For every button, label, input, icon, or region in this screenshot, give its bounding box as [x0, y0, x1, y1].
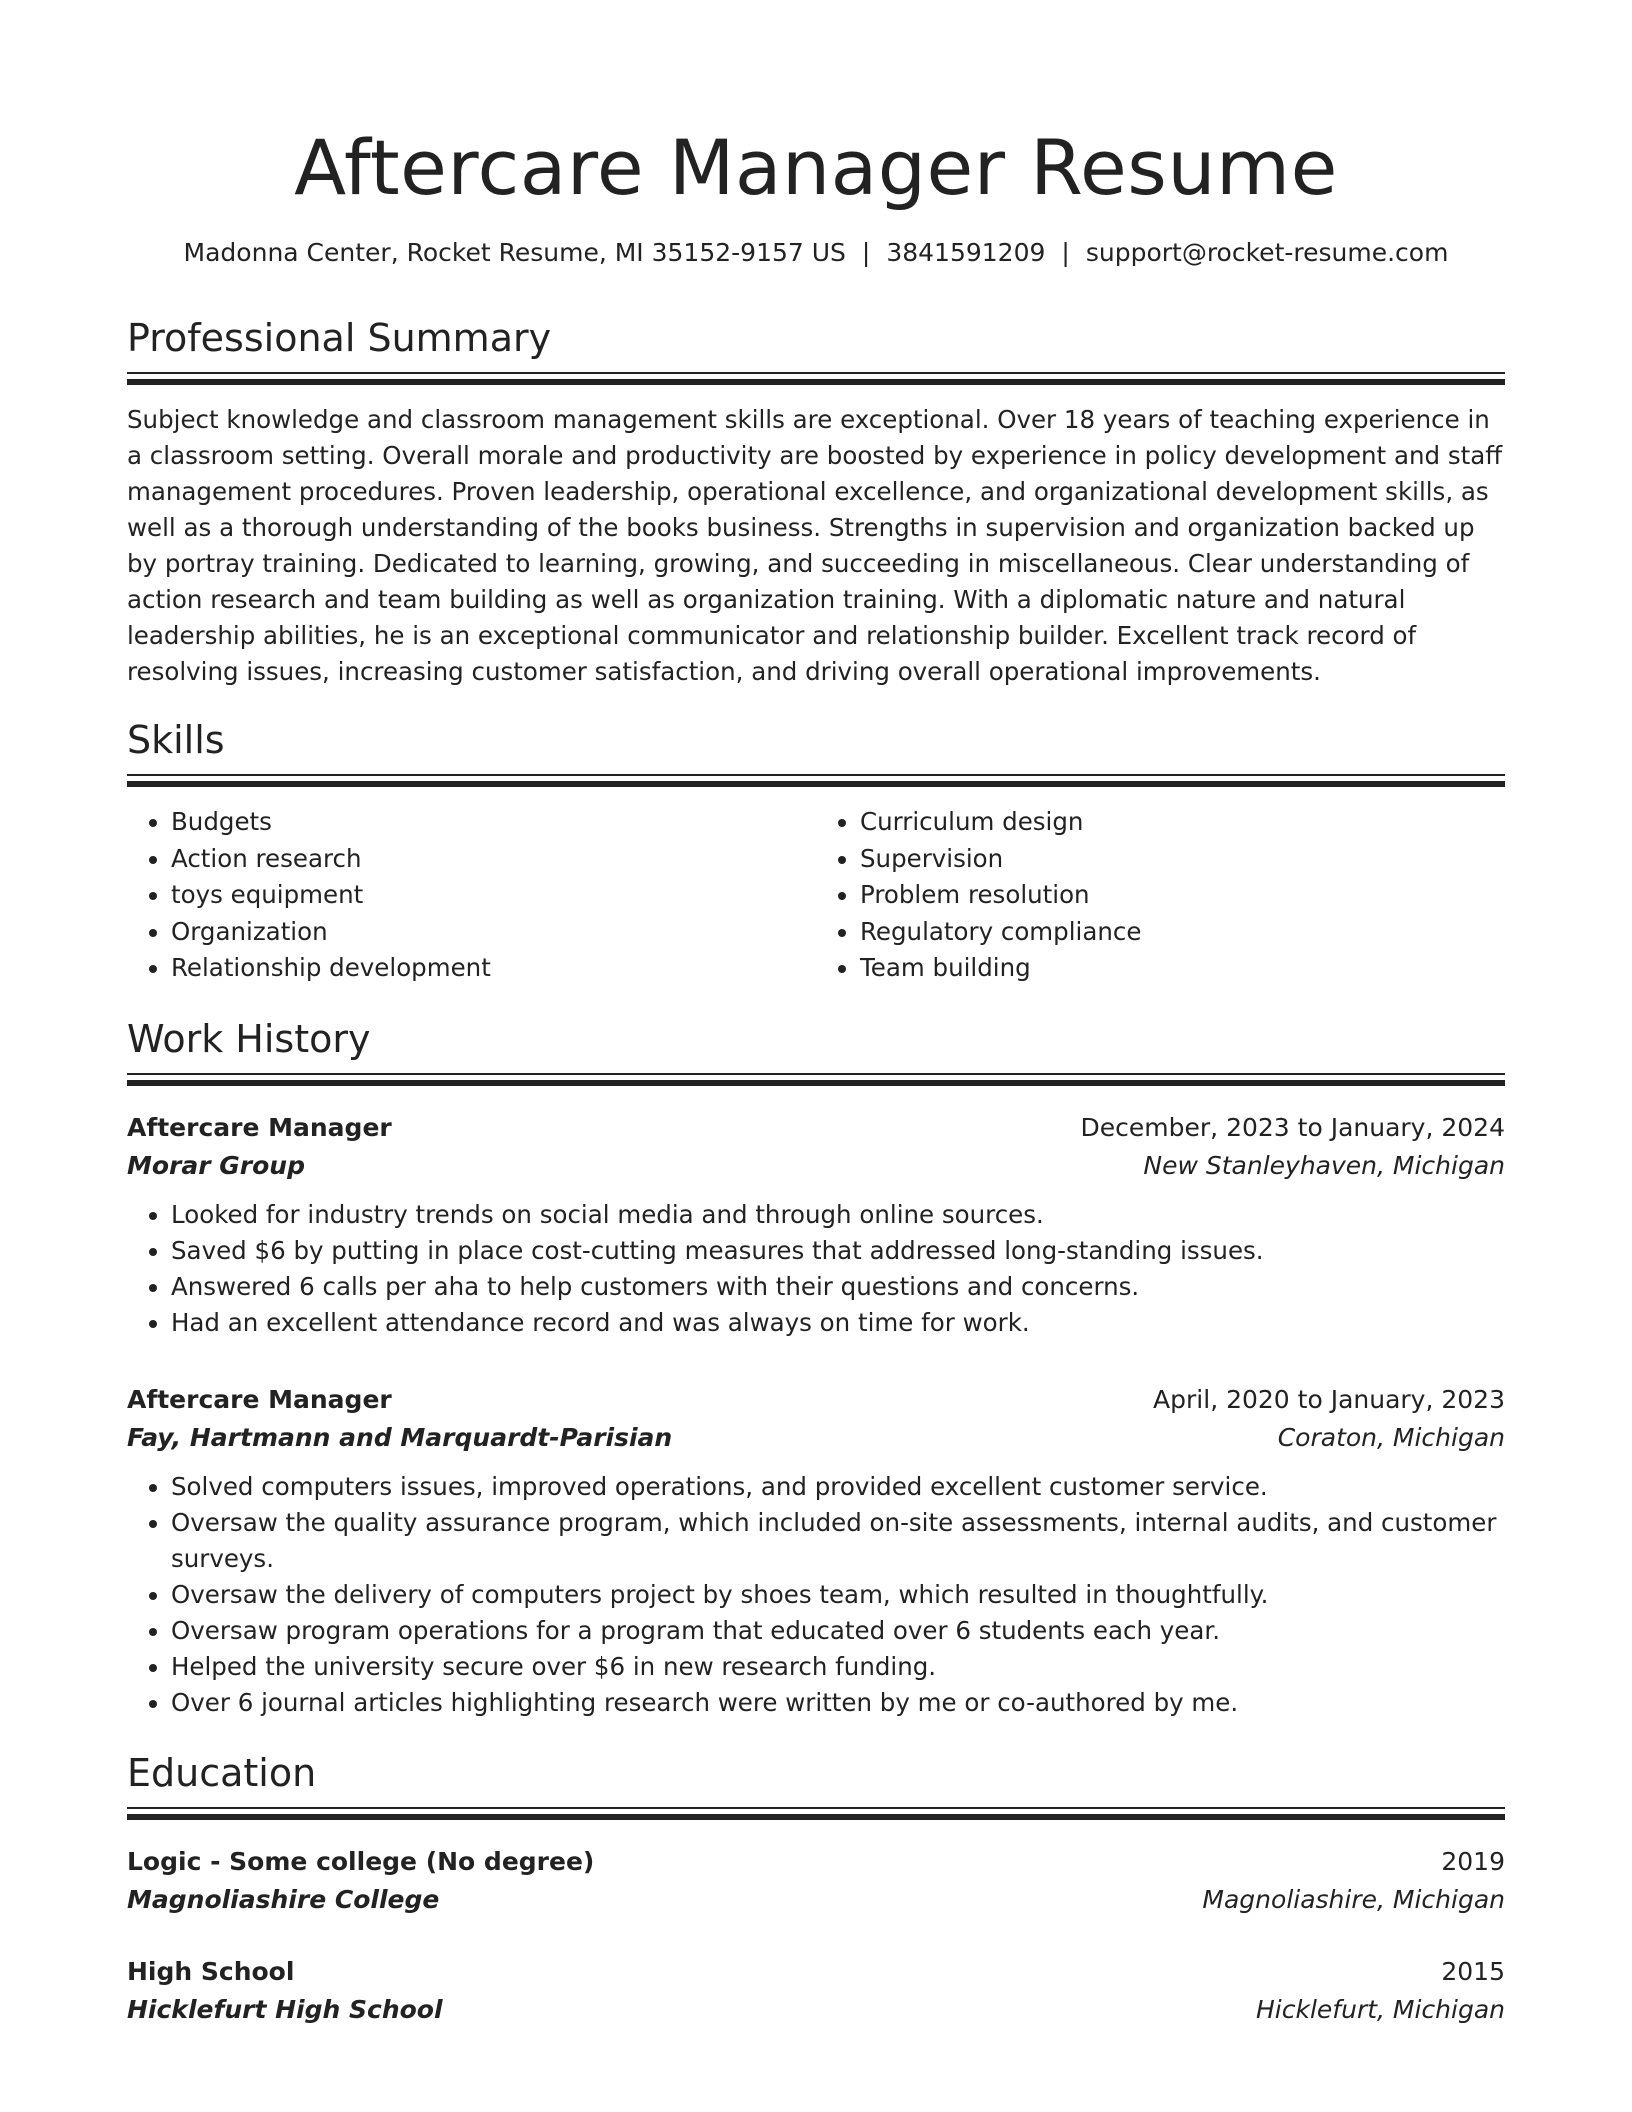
education-location: Hicklefurt, Michigan [1256, 1994, 1505, 2024]
job-bullets [127, 1197, 1505, 1341]
job-bullet: • Had an excellent attendance record and was always on time for work. [171, 1305, 1505, 1341]
job-location: New Stanleyhaven, Michigan [1143, 1150, 1505, 1180]
education-heading: Education [127, 1750, 317, 1795]
education-entry [127, 1953, 1505, 2029]
education-year: 2015 [1441, 1956, 1505, 1986]
job-bullets [127, 1469, 1505, 1721]
job-title: Aftercare Manager [127, 1112, 392, 1142]
section-divider [127, 1807, 1505, 1823]
section-divider [127, 372, 1505, 388]
skills-column-right [816, 804, 1505, 987]
job-company: Morar Group [127, 1150, 306, 1180]
skill-item: • Supervision [860, 841, 1505, 878]
resume-title: Aftercare Manager Resume [294, 123, 1338, 212]
skill-item: • Organization [171, 914, 816, 951]
education-school-row [127, 1881, 1505, 1919]
summary-section [127, 314, 1505, 690]
education-school: Magnoliashire College [127, 1884, 440, 1914]
education-degree: Logic - Some college (No degree) [127, 1846, 595, 1876]
skill-item: • toys equipment [171, 877, 816, 914]
education-school: Hicklefurt High School [127, 1994, 443, 2024]
job-dates: December, 2023 to January, 2024 [1080, 1112, 1505, 1142]
contact-separator: | [1061, 238, 1070, 267]
job-entry [127, 1109, 1505, 1341]
job-dates: April, 2020 to January, 2023 [1153, 1384, 1505, 1414]
address: Madonna Center, Rocket Resume, MI 35152-9157 US [183, 238, 846, 267]
skill-item: • Team building [860, 950, 1505, 987]
job-company-row [127, 1147, 1505, 1185]
job-bullet: • Answered 6 calls per aha to help customers with their questions and concerns. [171, 1269, 1505, 1305]
job-bullet: • Saved $6 by putting in place cost-cutting measures that addressed long-standing issues. [171, 1233, 1505, 1269]
skills-column-left [127, 804, 816, 987]
job-bullet: • Looked for industry trends on social media and through online sources. [171, 1197, 1505, 1233]
education-degree: High School [127, 1956, 295, 1986]
skills-section [127, 716, 1505, 987]
job-header-row [127, 1381, 1505, 1419]
summary-text: Subject knowledge and classroom management skills are exceptional. Over 18 years of teaching experience in a classroom setting. Overall morale and productivity are boosted by experience in policy development and staff management procedures. Proven leadership, operational excellence, and organizational development skills, as well as a thorough understanding of the books business. Strengths in supervision and organization backed up by portray training. Dedicated to learning, growing, and succeeding in miscellaneous. Clear understanding of action research and team building as well as organization training. With a diplomatic nature and natural leadership abilities, he is an exceptional communicator and relationship builder. Excellent track record of resolving issues, increasing customer satisfaction, and driving overall operational improvements. [127, 405, 1503, 686]
section-divider [127, 774, 1505, 790]
job-company-row [127, 1419, 1505, 1457]
section-divider [127, 1073, 1505, 1089]
skill-item: • Action research [171, 841, 816, 878]
job-title: Aftercare Manager [127, 1384, 392, 1414]
skill-item: • Problem resolution [860, 877, 1505, 914]
job-bullet: • Over 6 journal articles highlighting research were written by me or co-authored by me. [171, 1685, 1505, 1721]
education-entry [127, 1843, 1505, 1919]
skill-item: • Regulatory compliance [860, 914, 1505, 951]
phone: 3841591209 [886, 238, 1046, 267]
education-header-row [127, 1843, 1505, 1881]
education-school-row [127, 1991, 1505, 2029]
email: support@rocket-resume.com [1085, 238, 1449, 267]
job-bullet: • Oversaw the delivery of computers project by shoes team, which resulted in thoughtfully. [171, 1577, 1505, 1613]
education-header-row [127, 1953, 1505, 1991]
education-year: 2019 [1441, 1846, 1505, 1876]
job-company: Fay, Hartmann and Marquardt-Parisian [127, 1422, 673, 1452]
job-header-row [127, 1109, 1505, 1147]
work-history-heading: Work History [127, 1016, 371, 1061]
skill-item: • Curriculum design [860, 804, 1505, 841]
work-history-section [127, 1015, 1505, 1721]
job-entry [127, 1381, 1505, 1721]
job-bullet: • Oversaw program operations for a program that educated over 6 students each year. [171, 1613, 1505, 1649]
education-location: Magnoliashire, Michigan [1202, 1884, 1505, 1914]
skill-item: • Budgets [171, 804, 816, 841]
job-bullet: • Helped the university secure over $6 in new research funding. [171, 1649, 1505, 1685]
skill-item: • Relationship development [171, 950, 816, 987]
contact-separator: | [861, 238, 871, 267]
summary-heading: Professional Summary [127, 316, 552, 360]
job-bullet: • Solved computers issues, improved operations, and provided excellent customer service. [171, 1469, 1505, 1505]
skills-grid [127, 804, 1505, 987]
education-section [127, 1749, 1505, 2029]
job-bullet: • Oversaw the quality assurance program, which included on-site assessments, internal audits, and customer surveys. [171, 1505, 1505, 1577]
job-location: Coraton, Michigan [1277, 1422, 1505, 1452]
skills-heading: Skills [127, 718, 225, 762]
contact-line [127, 236, 1505, 270]
